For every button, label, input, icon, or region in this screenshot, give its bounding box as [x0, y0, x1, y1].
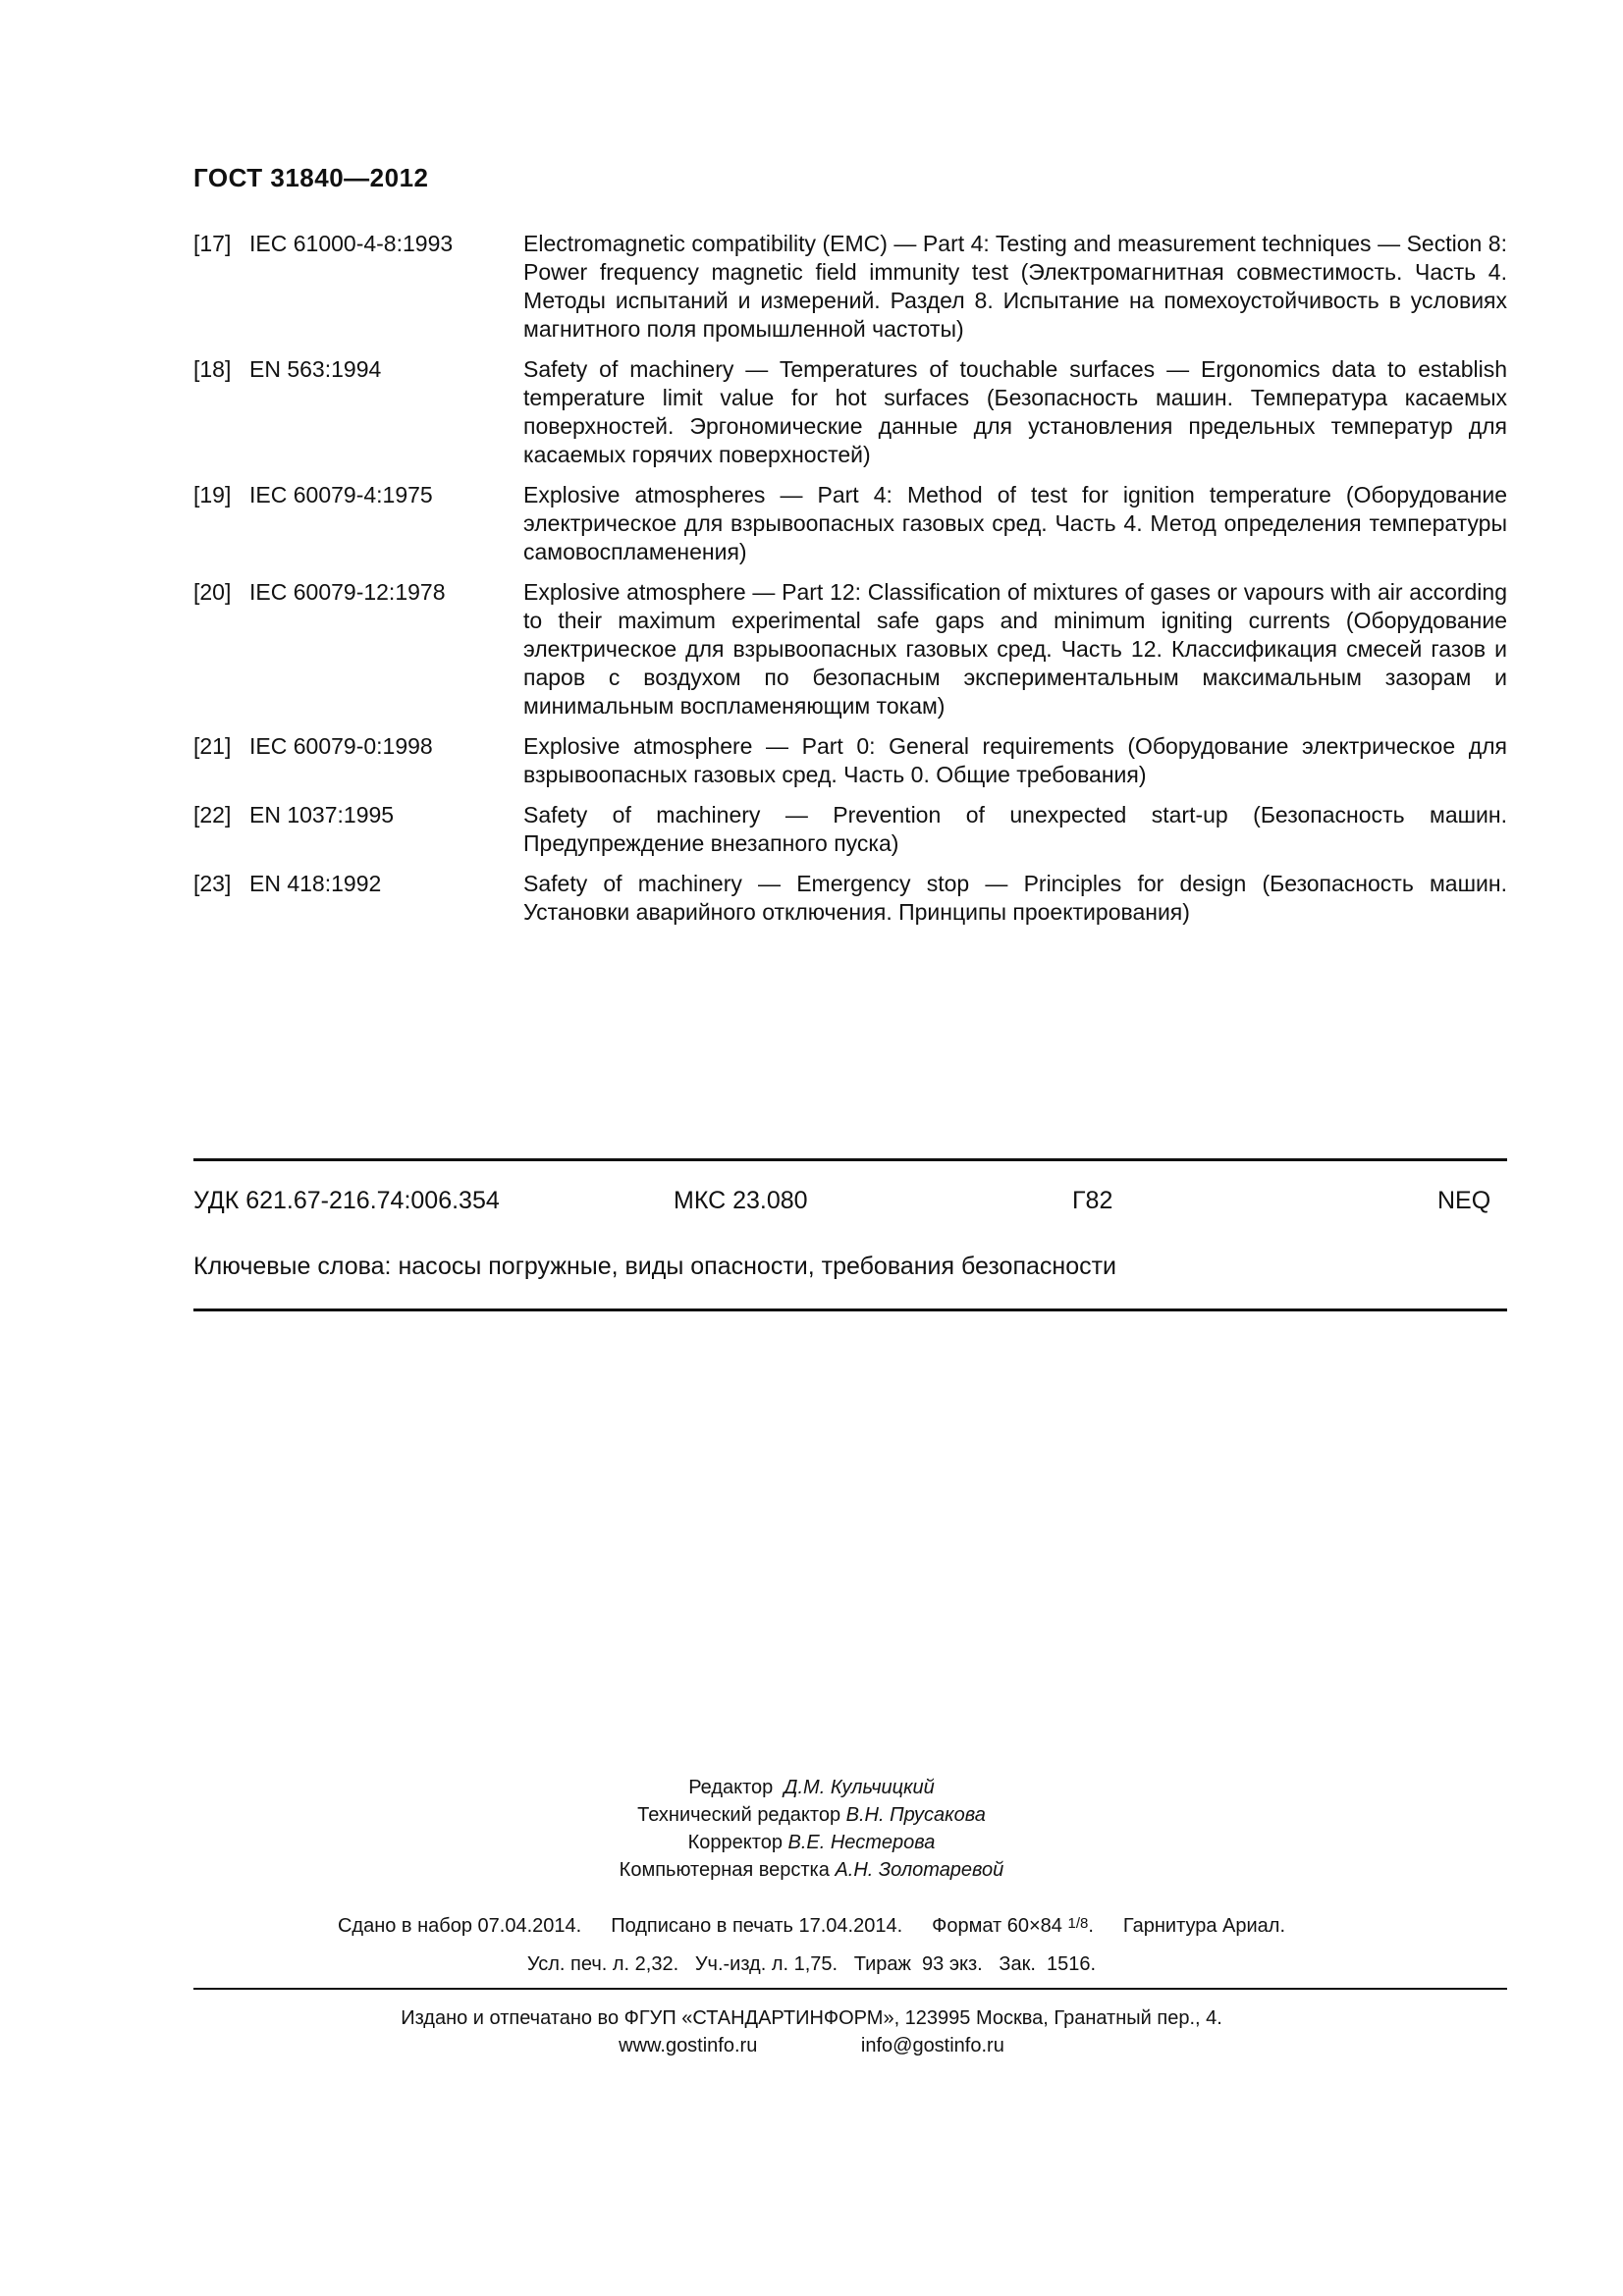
- ref-title: Safety of machinery — Temperatures of touchable surfaces — Ergonomics data to establish temperature limit value for hot surfaces (Безопасность машин. Температура касаемых поверхностей. Эргономические данные для установления предельных температур для касаемых горячих поверхностей): [523, 356, 1507, 467]
- ref-number: [20]: [193, 579, 232, 605]
- credits-block: [0, 1774, 1623, 1884]
- ref-title: Explosive atmospheres — Part 4: Method of test for ignition temperature (Оборудование электрическое для взрывоопасных газовых сред. Часть 4. Метод определения температуры самовоспламенения): [523, 482, 1507, 564]
- page-title: ГОСТ 31840—2012: [193, 163, 429, 192]
- paper-format-fraction: 1/8: [1067, 1915, 1089, 1932]
- ref-standard-code: IEC 60079-12:1978: [249, 579, 446, 605]
- paper-format: Формат 60×84: [932, 1915, 1062, 1937]
- ref-title: Explosive atmosphere — Part 12: Classification of mixtures of gases or vapours with air according to their maximum experimental safe gaps and minimum igniting currents (Оборудование электрическое для взрывоопасных газовых сред. Часть 12. Классификация смесей газов и паров с воздухом по безопасным экспериментальным максимальным зазорам и минимальным воспламеняющим токам): [523, 579, 1507, 719]
- bibliography-entry: [193, 801, 1507, 858]
- bibliography-list: [193, 230, 1507, 938]
- ref-standard-code: EN 563:1994: [249, 356, 382, 382]
- ref-number: [22]: [193, 802, 232, 828]
- print-info-line-1: Сдано в набор 07.04.2014. Подписано в печать 17.04.2014. Формат 60×84 $^{1/8}$. Гарнитура Ариал.: [337, 1915, 1286, 1937]
- bibliography-entry: [193, 732, 1507, 789]
- mks-code: МКС 23.080: [674, 1187, 808, 1214]
- publisher-line: Издано и отпечатано во ФГУП «СТАНДАРТИНФОРМ», 123995 Москва, Гранатный пер., 4.: [401, 2007, 1222, 2029]
- divider-top: [193, 1158, 1507, 1161]
- credit-name: В.Е. Нестерова: [787, 1832, 936, 1853]
- ref-title: Explosive atmosphere — Part 0: General requirements (Оборудование электрическое для взрывоопасных газовых сред. Часть 0. Общие требования): [523, 733, 1507, 787]
- ref-standard-code: IEC 60079-0:1998: [249, 733, 433, 759]
- bibliography-entry: [193, 481, 1507, 566]
- ref-standard-code: EN 1037:1995: [249, 802, 395, 828]
- ref-standard-code: EN 418:1992: [249, 871, 382, 896]
- bibliography-entry: [193, 578, 1507, 721]
- ref-number: [19]: [193, 482, 232, 507]
- ref-number: [18]: [193, 356, 232, 382]
- bibliography-entry: [193, 870, 1507, 927]
- credit-layout: [0, 1856, 1623, 1884]
- print-run: Тираж 93 экз.: [853, 1953, 983, 1975]
- ref-title: Safety of machinery — Prevention of unexpected start-up (Безопасность машин. Предупреждение внезапного пуска): [523, 802, 1507, 856]
- printed-sheets: Усл. печ. л. 2,32.: [526, 1953, 679, 1975]
- equivalence-code: NEQ: [1437, 1187, 1491, 1214]
- typeface: Гарнитура Ариал.: [1122, 1915, 1286, 1937]
- ref-number: [23]: [193, 871, 232, 896]
- signed-date: Подписано в печать 17.04.2014.: [611, 1915, 903, 1937]
- ref-standard-code: IEC 61000-4-8:1993: [249, 231, 454, 256]
- email-link[interactable]: info@gostinfo.ru: [860, 2035, 1004, 2056]
- publisher-contacts: [0, 2032, 1623, 2059]
- credit-label: Редактор: [688, 1777, 774, 1798]
- print-info-line-2: [0, 1953, 1623, 1976]
- credit-name: В.Н. Прусакова: [845, 1804, 986, 1826]
- group-code: Г82: [1072, 1187, 1113, 1214]
- ref-number: [17]: [193, 231, 232, 256]
- bibliography-entry: [193, 355, 1507, 469]
- ref-number: [21]: [193, 733, 232, 759]
- credit-name: А.Н. Золотаревой: [835, 1859, 1004, 1881]
- credit-label: Технический редактор: [637, 1804, 841, 1826]
- keywords: Ключевые слова: насосы погружные, виды опасности, требования безопасности: [193, 1253, 1117, 1280]
- credit-corrector: [0, 1829, 1623, 1856]
- divider-bottom: [193, 1988, 1507, 1990]
- ref-standard-code: IEC 60079-4:1975: [249, 482, 433, 507]
- typeset-date: Сдано в набор 07.04.2014.: [337, 1915, 582, 1937]
- ref-title: Electromagnetic compatibility (EMC) — Part 4: Testing and measurement techniques — Section 8: Power frequency magnetic field immunity test (Электромагнитная совместимость. Часть 4. Методы испытаний и измерений. Раздел 8. Испытание на помехоустойчивость в условиях магнитного поля промышленной частоты): [523, 231, 1507, 342]
- credit-tech-editor: [0, 1801, 1623, 1829]
- publishing-sheets: Уч.-изд. л. 1,75.: [694, 1953, 839, 1975]
- udk-code: УДК 621.67-216.74:006.354: [193, 1187, 500, 1214]
- order-number: Зак. 1516.: [999, 1953, 1097, 1975]
- credit-label: Корректор: [687, 1832, 783, 1853]
- bibliography-entry: [193, 230, 1507, 344]
- credit-label: Компьютерная верстка: [619, 1859, 830, 1881]
- credit-editor: [0, 1774, 1623, 1801]
- ref-title: Safety of machinery — Emergency stop — Principles for design (Безопасность машин. Установки аварийного отключения. Принципы проектирования): [523, 871, 1507, 925]
- website-link[interactable]: www.gostinfo.ru: [619, 2035, 758, 2056]
- divider-middle: [193, 1308, 1507, 1311]
- publisher-block: [0, 2004, 1623, 2059]
- credit-name: Д.М. Кульчицкий: [784, 1777, 935, 1798]
